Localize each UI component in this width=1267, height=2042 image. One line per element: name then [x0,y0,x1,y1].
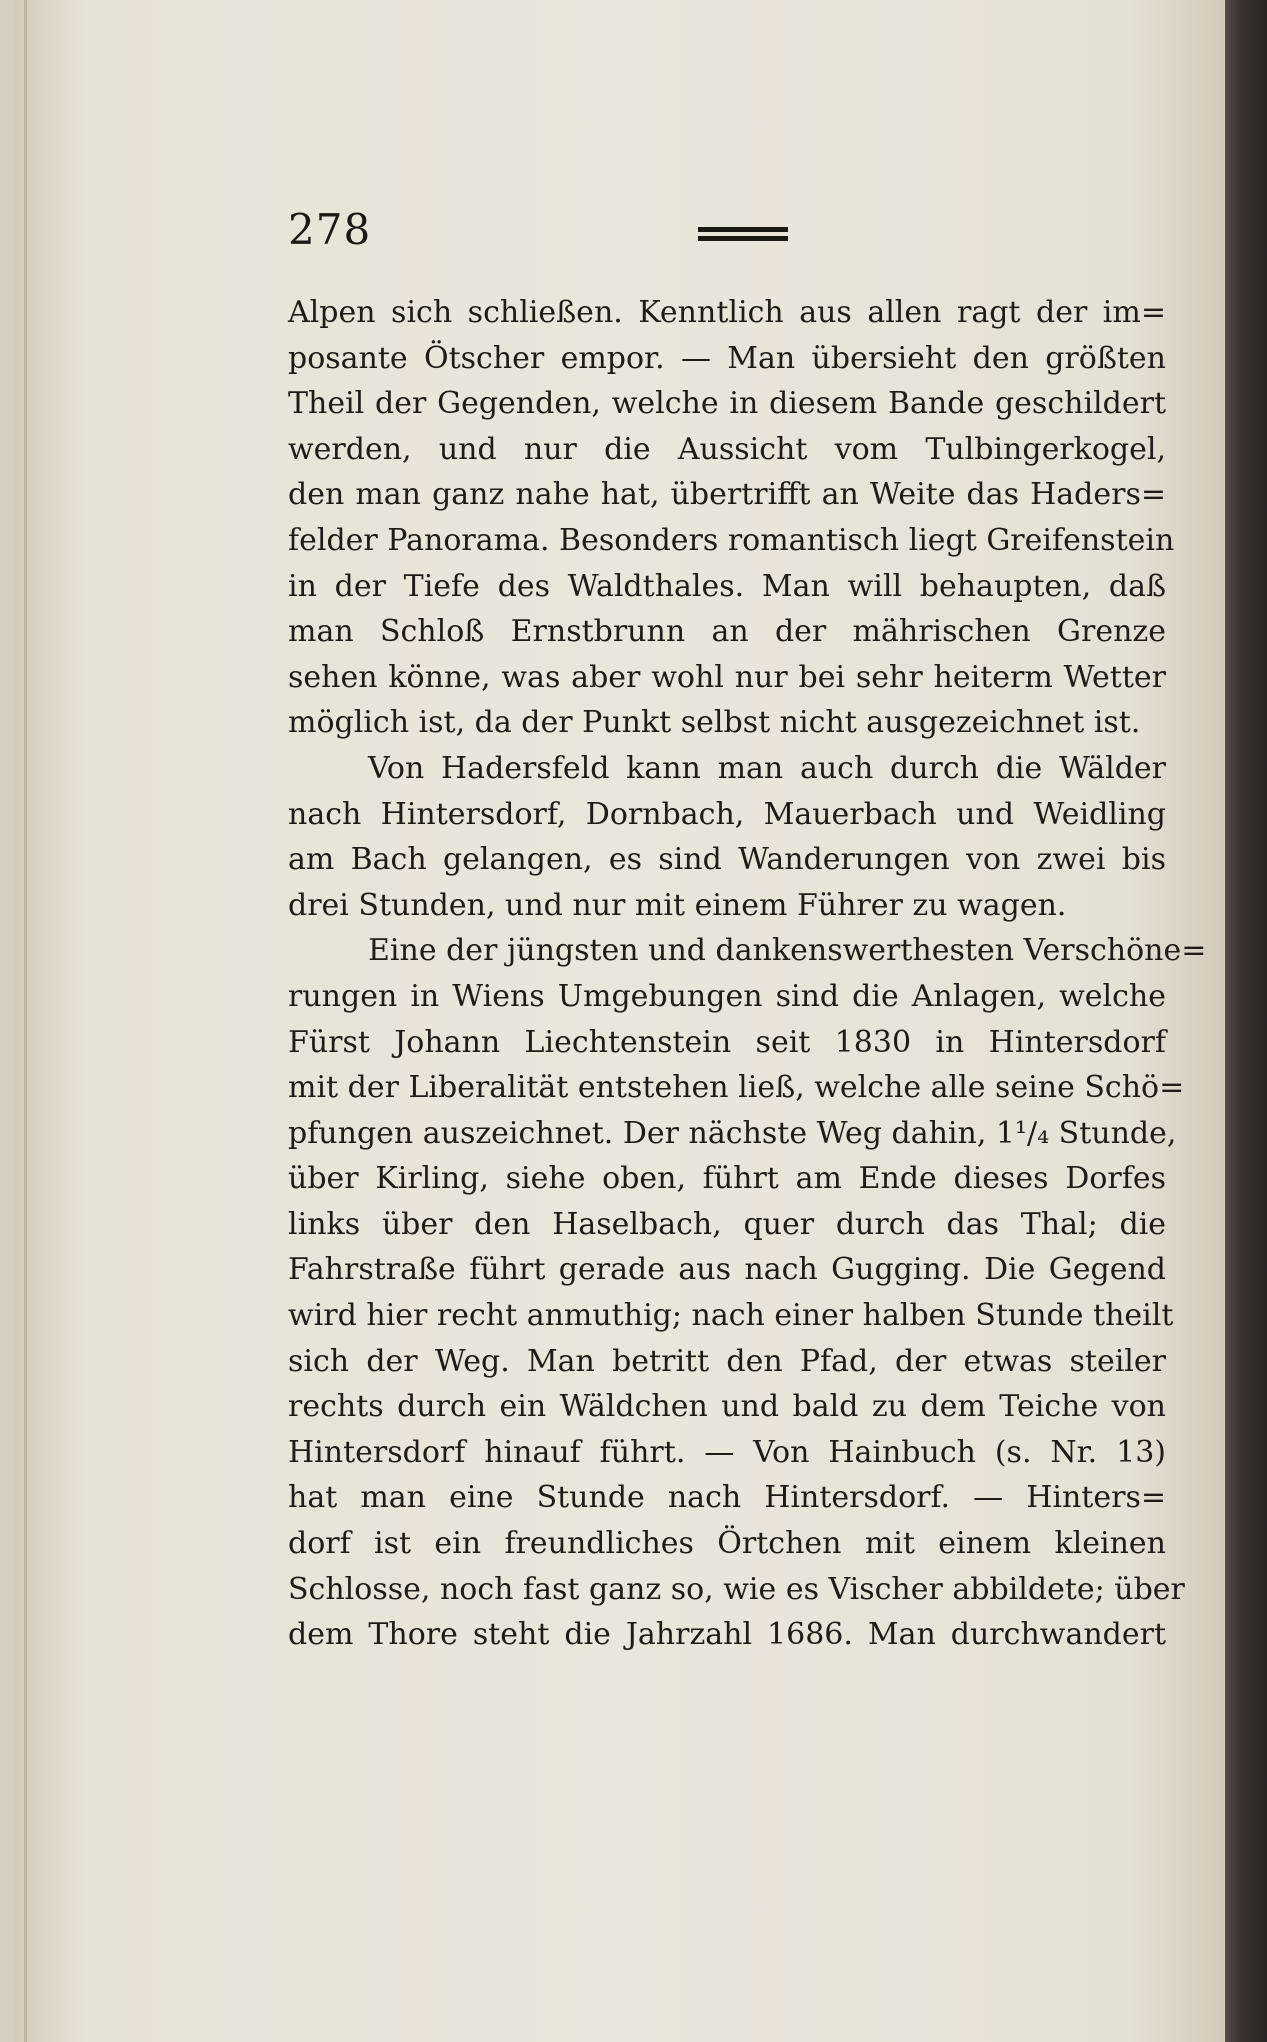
text-line: Hintersdorf hinauf führt. — Von Hainbuch (s. Nr. 13) [288,1434,1166,1470]
text-line: werden, und nur die Aussicht vom Tulbingerkogel, [288,431,1166,467]
text-line: rechts durch ein Wäldchen und bald zu dem Teiche von [288,1389,1166,1425]
header-rule-ornament [698,227,788,243]
text-line: Fahrstraße führt gerade aus nach Gugging. Die Gegend [288,1252,1166,1288]
text-line: den man ganz nahe hat, übertrifft an Weite das Haders= [288,477,1166,513]
text-line: pfungen auszeichnet. Der nächste Weg dahin, 1¹/₄ Stunde, [288,1115,1177,1151]
text-line: wird hier recht anmuthig; nach einer halben Stunde theilt [288,1298,1174,1334]
text-line: Schlosse, noch fast ganz so, wie es Vischer abbildete; über [288,1571,1185,1607]
text-line: in der Tiefe des Waldthales. Man will behaupten, daß [288,568,1166,604]
text-line: man Schloß Ernstbrunn an der mährischen Grenze [288,614,1166,650]
text-line: Von Hadersfeld kann man auch durch die Wälder [368,750,1166,786]
text-line: drei Stunden, und nur mit einem Führer zu wagen. [288,887,1067,923]
text-line: rungen in Wiens Umgebungen sind die Anlagen, welche [288,978,1166,1014]
text-line: sehen könne, was aber wohl nur bei sehr heiterm Wetter [288,659,1166,695]
text-line: Theil der Gegenden, welche in diesem Bande geschildert [288,386,1166,422]
text-line: nach Hintersdorf, Dornbach, Mauerbach und Weidling [288,796,1166,832]
page-number: 278 [288,205,372,254]
text-line: möglich ist, da der Punkt selbst nicht ausgezeichnet ist. [288,705,1141,741]
text-line: Fürst Johann Liechtenstein seit 1830 in Hintersdorf [288,1024,1166,1060]
text-line: dorf ist ein freundliches Örtchen mit einem kleinen [288,1526,1166,1562]
text-line: am Bach gelangen, es sind Wanderungen von zwei bis [288,842,1166,878]
text-line: felder Panorama. Besonders romantisch liegt Greifenstein [288,522,1175,558]
text-line: dem Thore steht die Jahrzahl 1686. Man durchwandert [288,1617,1166,1653]
text-line: Alpen sich schließen. Kenntlich aus allen ragt der im= [288,295,1166,330]
text-line: hat man eine Stunde nach Hintersdorf. — Hinters= [288,1480,1166,1516]
text-line: über Kirling, siehe oben, führt am Ende dieses Dorfes [288,1161,1166,1197]
rule-thick [698,227,788,232]
gutter-edge [24,0,27,2042]
page-header [288,205,1168,265]
text-line: Eine der jüngsten und dankenswerthesten Verschöne= [368,933,1207,969]
text-line: sich der Weg. Man betritt den Pfad, der etwas steiler [288,1343,1166,1379]
text-line: mit der Liberalität entstehen ließ, welche alle seine Schö= [288,1070,1185,1106]
body-text [288,290,1207,1658]
book-cover-edge [1225,0,1267,2042]
text-line: posante Ötscher empor. — Man übersieht den größten [288,340,1166,376]
text-line: links über den Haselbach, quer durch das Thal; die [288,1206,1166,1242]
rule-thin [698,236,788,241]
